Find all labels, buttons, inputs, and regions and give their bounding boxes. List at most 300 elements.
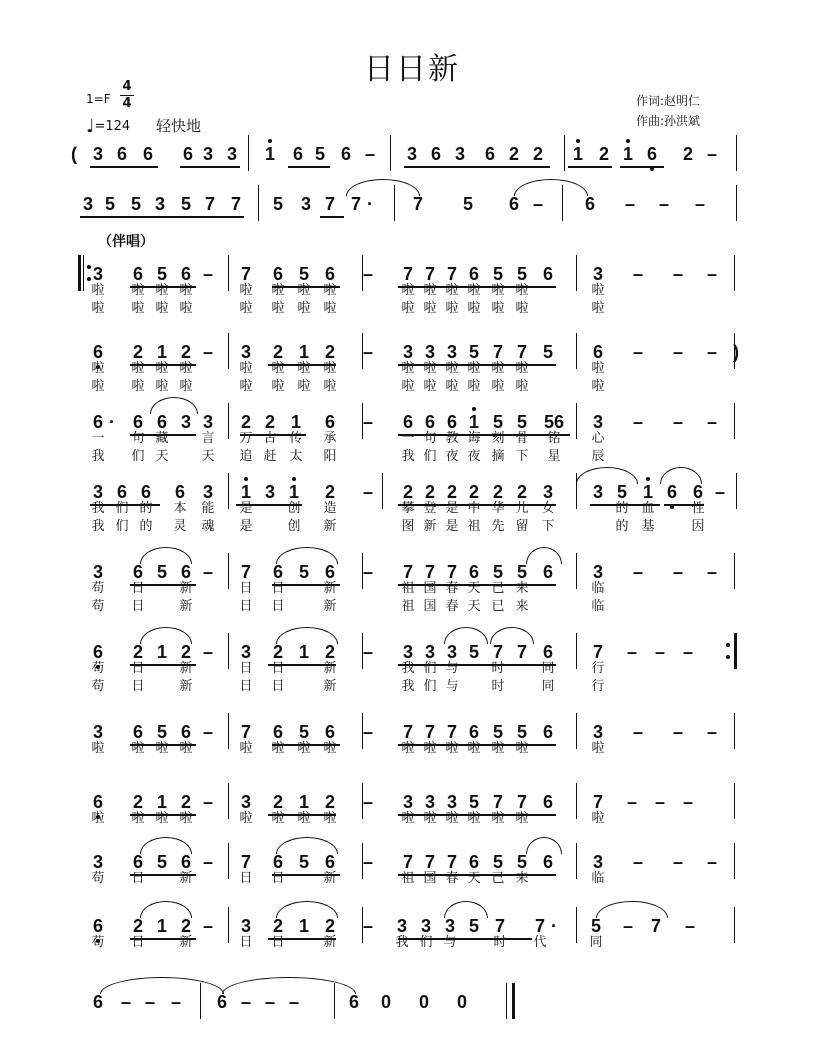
lyric-syllable: 啦 — [91, 301, 105, 316]
note: 7 — [516, 342, 527, 362]
note: 7 — [516, 642, 527, 662]
note: 7 — [204, 194, 215, 214]
barline — [576, 553, 577, 589]
lyric-syllable: 新 — [323, 661, 337, 676]
lyric-syllable: 啦 — [179, 379, 193, 394]
note: 3 — [444, 916, 455, 936]
note: 5 — [298, 562, 309, 582]
note: 1 — [156, 342, 167, 362]
lyric-syllable: 啦 — [515, 741, 529, 756]
lyric-syllable: 时 — [491, 661, 505, 676]
note: 3 — [240, 642, 251, 662]
dash-mark: – — [706, 722, 717, 742]
barline — [362, 843, 363, 879]
note: 6 — [542, 562, 553, 582]
note: 5 — [156, 852, 167, 872]
note: 5 — [616, 482, 627, 502]
lyric-syllable: 啦 — [467, 301, 481, 316]
lyric-syllable: 春 — [445, 871, 459, 886]
barline — [362, 553, 363, 589]
barline — [362, 255, 363, 291]
note: 6 — [180, 722, 191, 742]
lyric-syllable: 啦 — [467, 811, 481, 826]
note: 2 — [324, 482, 335, 502]
slur — [140, 547, 192, 564]
dash-mark: – — [672, 264, 683, 284]
lyric-syllable: 句 — [131, 431, 145, 446]
barline — [734, 783, 735, 819]
dash-mark: – — [654, 642, 665, 662]
note: 6 — [584, 194, 595, 214]
note: 2 — [272, 642, 283, 662]
note: 1 — [298, 342, 309, 362]
lyric-syllable: 啦 — [467, 741, 481, 756]
lyric-syllable: 啦 — [271, 301, 285, 316]
lyric-syllable: 赶 — [263, 449, 277, 464]
note: 2 — [424, 482, 435, 502]
slur — [150, 397, 198, 414]
slur — [276, 901, 338, 918]
slur — [576, 467, 638, 484]
note: 6 — [116, 482, 127, 502]
lyric-syllable: 的 — [139, 519, 153, 534]
note: 1 — [298, 916, 309, 936]
note: 2 — [492, 482, 503, 502]
note: 6 — [292, 144, 303, 164]
note: 6 — [156, 412, 167, 432]
final-barline — [512, 983, 515, 1019]
lyric-syllable: 啦 — [297, 361, 311, 376]
lyric-syllable: 啦 — [591, 379, 605, 394]
augmentation-dot: · — [109, 412, 115, 432]
lyric-syllable: 啦 — [155, 741, 169, 756]
note: 3 — [92, 562, 103, 582]
note: 1 — [298, 642, 309, 662]
dash-mark: – — [684, 916, 695, 936]
dash-mark: – — [632, 562, 643, 582]
lyric-syllable: 啦 — [131, 283, 145, 298]
note: 7 — [534, 916, 545, 936]
note: 3 — [592, 852, 603, 872]
lyric-syllable: 图 — [401, 519, 415, 534]
lyric-syllable: 啦 — [239, 283, 253, 298]
note: 2 — [468, 482, 479, 502]
barline — [734, 403, 735, 439]
lyric-syllable: 天 — [467, 581, 481, 596]
note: 5 — [492, 852, 503, 872]
note: 6 — [87, 791, 109, 813]
note: 6 — [424, 412, 435, 432]
dash-mark: – — [202, 562, 213, 582]
note: 1 — [259, 143, 281, 165]
repeat-dot — [87, 265, 91, 269]
note: 7 — [412, 194, 423, 214]
tempo-value: =124 — [94, 119, 131, 134]
lyric-syllable: 们 — [423, 679, 437, 694]
barline — [258, 185, 259, 221]
note: 1 — [156, 916, 167, 936]
lyric-syllable: 啦 — [423, 741, 437, 756]
lyric-syllable: 时 — [493, 935, 507, 950]
lyric-syllable: 天 — [155, 449, 169, 464]
note: 6 — [484, 144, 495, 164]
note: 2 — [180, 792, 191, 812]
lyric-syllable: 啦 — [91, 741, 105, 756]
slur — [222, 977, 356, 994]
dash-mark: – — [672, 852, 683, 872]
note: 7 — [492, 642, 503, 662]
dash-mark: – — [202, 792, 213, 812]
barline — [248, 135, 249, 171]
note: 3 — [92, 482, 103, 502]
lyricist-credit: 作词:赵明仁 — [636, 94, 701, 108]
lyric-syllable: 来 — [515, 871, 529, 886]
lyric-syllable: 啦 — [239, 379, 253, 394]
note: 3 — [424, 342, 435, 362]
lyric-syllable: 心 — [591, 431, 605, 446]
lyric-syllable: 啦 — [271, 361, 285, 376]
lyric-syllable: 啦 — [491, 741, 505, 756]
note: 6 — [87, 641, 109, 663]
lyric-syllable: 新 — [179, 599, 193, 614]
barline — [736, 185, 737, 221]
lyric-syllable: 因 — [691, 519, 705, 534]
barline — [200, 983, 201, 1019]
lyric-syllable: 啦 — [515, 301, 529, 316]
lyric-syllable: 国 — [423, 581, 437, 596]
dash-mark: – — [672, 412, 683, 432]
lyric-syllable: 言 — [201, 431, 215, 446]
lyric-syllable: 啦 — [591, 811, 605, 826]
lyric-syllable: 啦 — [179, 301, 193, 316]
note: 3 — [92, 144, 103, 164]
underline-beam — [320, 216, 344, 218]
lyric-syllable: 是 — [239, 501, 253, 516]
dash-mark: – — [654, 792, 665, 812]
dash-mark: – — [622, 916, 633, 936]
lyric-syllable: 啦 — [297, 811, 311, 826]
dash-mark: – — [120, 992, 131, 1012]
lyric-syllable: 一 — [401, 431, 415, 446]
lyric-syllable: 已 — [491, 599, 505, 614]
note: 3 — [454, 144, 465, 164]
dash-mark: – — [202, 852, 213, 872]
lyric-syllable: 行 — [591, 679, 605, 694]
lyric-syllable: 啦 — [155, 301, 169, 316]
lyric-syllable: 苟 — [91, 581, 105, 596]
note: 2 — [324, 792, 335, 812]
note: 3 — [424, 642, 435, 662]
note: 1 — [235, 481, 257, 503]
lyric-syllable: 同 — [541, 679, 555, 694]
dash-mark: – — [202, 342, 213, 362]
lyric-syllable: 苟 — [91, 871, 105, 886]
note: 6 — [272, 722, 283, 742]
lyric-syllable: 万 — [239, 431, 253, 446]
lyric-syllable: 登 — [423, 501, 437, 516]
slur — [596, 901, 668, 918]
note: 3 — [402, 792, 413, 812]
note: 6 — [132, 852, 143, 872]
dash-mark: – — [626, 792, 637, 812]
lyric-syllable: 啦 — [445, 379, 459, 394]
note: 3 — [240, 916, 251, 936]
dash-mark: – — [706, 144, 717, 164]
lyric-syllable: 啦 — [323, 301, 337, 316]
note: 2 — [272, 916, 283, 936]
note: 6 — [542, 264, 553, 284]
note: 1 — [617, 143, 639, 165]
lyric-syllable: 我 — [401, 679, 415, 694]
dash-mark: – — [706, 562, 717, 582]
lyric-syllable: 新 — [323, 599, 337, 614]
note: 6 — [87, 341, 109, 363]
note: 7 — [446, 722, 457, 742]
lyric-syllable: 一 — [91, 431, 105, 446]
lyric-syllable: 创 — [287, 519, 301, 534]
lyric-syllable: 的 — [615, 519, 629, 534]
section-label: （伴唱） — [98, 234, 154, 250]
dash-mark: – — [672, 342, 683, 362]
lyric-syllable: 摘 — [491, 449, 505, 464]
barline — [734, 713, 735, 749]
underline-beam — [288, 166, 330, 168]
lyric-syllable: 啦 — [179, 811, 193, 826]
lyric-syllable: 啦 — [323, 811, 337, 826]
note: 5 — [468, 342, 479, 362]
note: 6 — [132, 562, 143, 582]
dash-mark: – — [682, 792, 693, 812]
barline — [576, 255, 577, 291]
octave-up-dot — [626, 139, 630, 143]
note: 5 — [492, 264, 503, 284]
lyric-syllable: 啦 — [131, 301, 145, 316]
dash-mark: – — [202, 916, 213, 936]
note: 3 — [446, 642, 457, 662]
lyric-syllable: 啦 — [239, 361, 253, 376]
lyric-syllable: 新 — [323, 679, 337, 694]
dash-mark: – — [706, 264, 717, 284]
note: 7 — [592, 792, 603, 812]
octave-up-dot — [646, 477, 650, 481]
note: 7 — [592, 642, 603, 662]
lyric-syllable: 啦 — [445, 301, 459, 316]
lyric-syllable: 啦 — [179, 741, 193, 756]
lyric-syllable: 啦 — [323, 283, 337, 298]
note: 2 — [446, 482, 457, 502]
lyric-syllable: 啦 — [131, 741, 145, 756]
lyric-syllable: 临 — [591, 871, 605, 886]
underline-beam — [80, 216, 244, 218]
lyric-syllable: 啦 — [297, 741, 311, 756]
dash-mark: – — [694, 194, 705, 214]
dash-mark: – — [362, 792, 373, 812]
note: 2 — [132, 792, 143, 812]
lyric-syllable: 啦 — [591, 741, 605, 756]
lyric-syllable: 啦 — [271, 379, 285, 394]
lyric-syllable: 骨 — [515, 431, 529, 446]
lyric-syllable: 啦 — [423, 301, 437, 316]
lyric-syllable: 啦 — [423, 283, 437, 298]
dash-mark: – — [682, 642, 693, 662]
lyric-syllable: 啦 — [131, 379, 145, 394]
note: 6 — [92, 412, 103, 432]
note: 6 — [272, 264, 283, 284]
note: 5 — [314, 144, 325, 164]
repeat-start-bar — [83, 255, 84, 291]
lyric-syllable: 下 — [515, 449, 529, 464]
note: 2 — [516, 482, 527, 502]
dash-mark: – — [362, 722, 373, 742]
barline — [362, 907, 363, 943]
lyric-syllable: 啦 — [323, 379, 337, 394]
note: 3 — [402, 342, 413, 362]
lyric-syllable: 我 — [91, 519, 105, 534]
key-signature: 1=F — [86, 92, 111, 106]
lyric-syllable: 是 — [445, 519, 459, 534]
note: 6 — [272, 562, 283, 582]
note: 3 — [240, 342, 251, 362]
note: 7 — [446, 852, 457, 872]
lyric-syllable: 啦 — [271, 811, 285, 826]
lyric-syllable: 新 — [179, 871, 193, 886]
note: 3 — [446, 792, 457, 812]
lyric-syllable: 啦 — [515, 379, 529, 394]
lyric-syllable: 日 — [271, 599, 285, 614]
barline — [362, 403, 363, 439]
note: 1 — [463, 411, 485, 433]
lyric-syllable: 教 — [445, 431, 459, 446]
dash-mark: – — [288, 992, 299, 1012]
note: 5 — [516, 562, 527, 582]
barline — [334, 983, 335, 1019]
barline — [734, 843, 735, 879]
note: 3 — [202, 144, 213, 164]
lyric-syllable: 啦 — [401, 741, 415, 756]
note: 6 — [132, 264, 143, 284]
barline — [362, 783, 363, 819]
note: 6 — [468, 852, 479, 872]
note: 5 — [516, 412, 527, 432]
time-sig-top: 4 — [122, 79, 132, 94]
note: 3 — [406, 144, 417, 164]
note: 5 — [468, 792, 479, 812]
lyric-syllable: 啦 — [591, 361, 605, 376]
lyric-syllable: 日 — [239, 599, 253, 614]
slur — [346, 179, 420, 196]
lyric-syllable: 日 — [271, 935, 285, 950]
note: 6 — [641, 143, 663, 165]
note: 2 — [402, 482, 413, 502]
note: 5 — [298, 722, 309, 742]
note: 6 — [446, 412, 457, 432]
augmentation-dot: · — [367, 194, 373, 214]
barline — [228, 553, 229, 589]
lyric-syllable: 创 — [287, 501, 301, 516]
dash-mark: – — [706, 342, 717, 362]
lyric-syllable: 夜 — [467, 449, 481, 464]
note: 5 — [298, 852, 309, 872]
lyric-syllable: 啦 — [131, 811, 145, 826]
lyric-syllable: 啦 — [401, 379, 415, 394]
lyric-syllable: 啦 — [155, 379, 169, 394]
lyric-syllable: 天 — [467, 871, 481, 886]
repeat-dot — [87, 277, 91, 281]
lyric-syllable: 啦 — [423, 361, 437, 376]
dash-mark: – — [532, 194, 543, 214]
dash-mark: – — [706, 412, 717, 432]
note: 6 — [430, 144, 441, 164]
note: 5 — [156, 562, 167, 582]
repeat-dot — [726, 655, 730, 659]
dash-mark: – — [632, 722, 643, 742]
augmentation-dot: · — [551, 916, 557, 936]
slur — [276, 627, 338, 644]
lyric-syllable: 是 — [445, 501, 459, 516]
note: 3 — [446, 342, 457, 362]
dash-mark: – — [362, 916, 373, 936]
lyric-syllable: 日 — [131, 581, 145, 596]
lyric-syllable: 新 — [323, 871, 337, 886]
underline-beam — [180, 166, 240, 168]
lyric-syllable: 日 — [271, 661, 285, 676]
note: 3 — [92, 264, 103, 284]
note: 6 — [132, 412, 143, 432]
dash-mark: – — [626, 642, 637, 662]
lyric-syllable: 新 — [323, 581, 337, 596]
note: 2 — [180, 916, 191, 936]
note: 5 — [180, 194, 191, 214]
barline — [228, 713, 229, 749]
note: 1 — [290, 412, 301, 432]
slur — [490, 627, 534, 644]
lyric-syllable: 苟 — [91, 679, 105, 694]
lyric-syllable: 阳 — [323, 449, 337, 464]
note: 6 — [542, 722, 553, 742]
note: 7 — [402, 722, 413, 742]
lyric-syllable: 啦 — [155, 811, 169, 826]
dash-mark: – — [362, 562, 373, 582]
note: 7 — [240, 722, 251, 742]
note: 5 — [104, 194, 115, 214]
lyric-syllable: 啦 — [491, 361, 505, 376]
note: 7 — [240, 562, 251, 582]
lyric-syllable: 啦 — [155, 283, 169, 298]
note: 5 — [516, 722, 527, 742]
note: 7 — [424, 562, 435, 582]
lyric-syllable: 啦 — [155, 361, 169, 376]
note: 3 — [420, 916, 431, 936]
barline — [228, 633, 229, 669]
lyric-syllable: 魂 — [201, 519, 215, 534]
note: 6 — [324, 264, 335, 284]
barline — [228, 255, 229, 291]
note: 1 — [298, 792, 309, 812]
barline — [390, 135, 391, 171]
barline — [576, 333, 577, 369]
barline — [576, 843, 577, 879]
slur — [276, 547, 338, 564]
quarter-note-icon: ♩ — [86, 116, 95, 137]
lyric-syllable: 临 — [591, 581, 605, 596]
note: 2 — [532, 144, 543, 164]
note: 0 — [418, 992, 429, 1012]
note: 2 — [272, 342, 283, 362]
octave-up-dot — [472, 407, 476, 411]
note: 5 — [130, 194, 141, 214]
lyric-syllable: 下 — [541, 519, 555, 534]
lyric-syllable: 来 — [515, 599, 529, 614]
